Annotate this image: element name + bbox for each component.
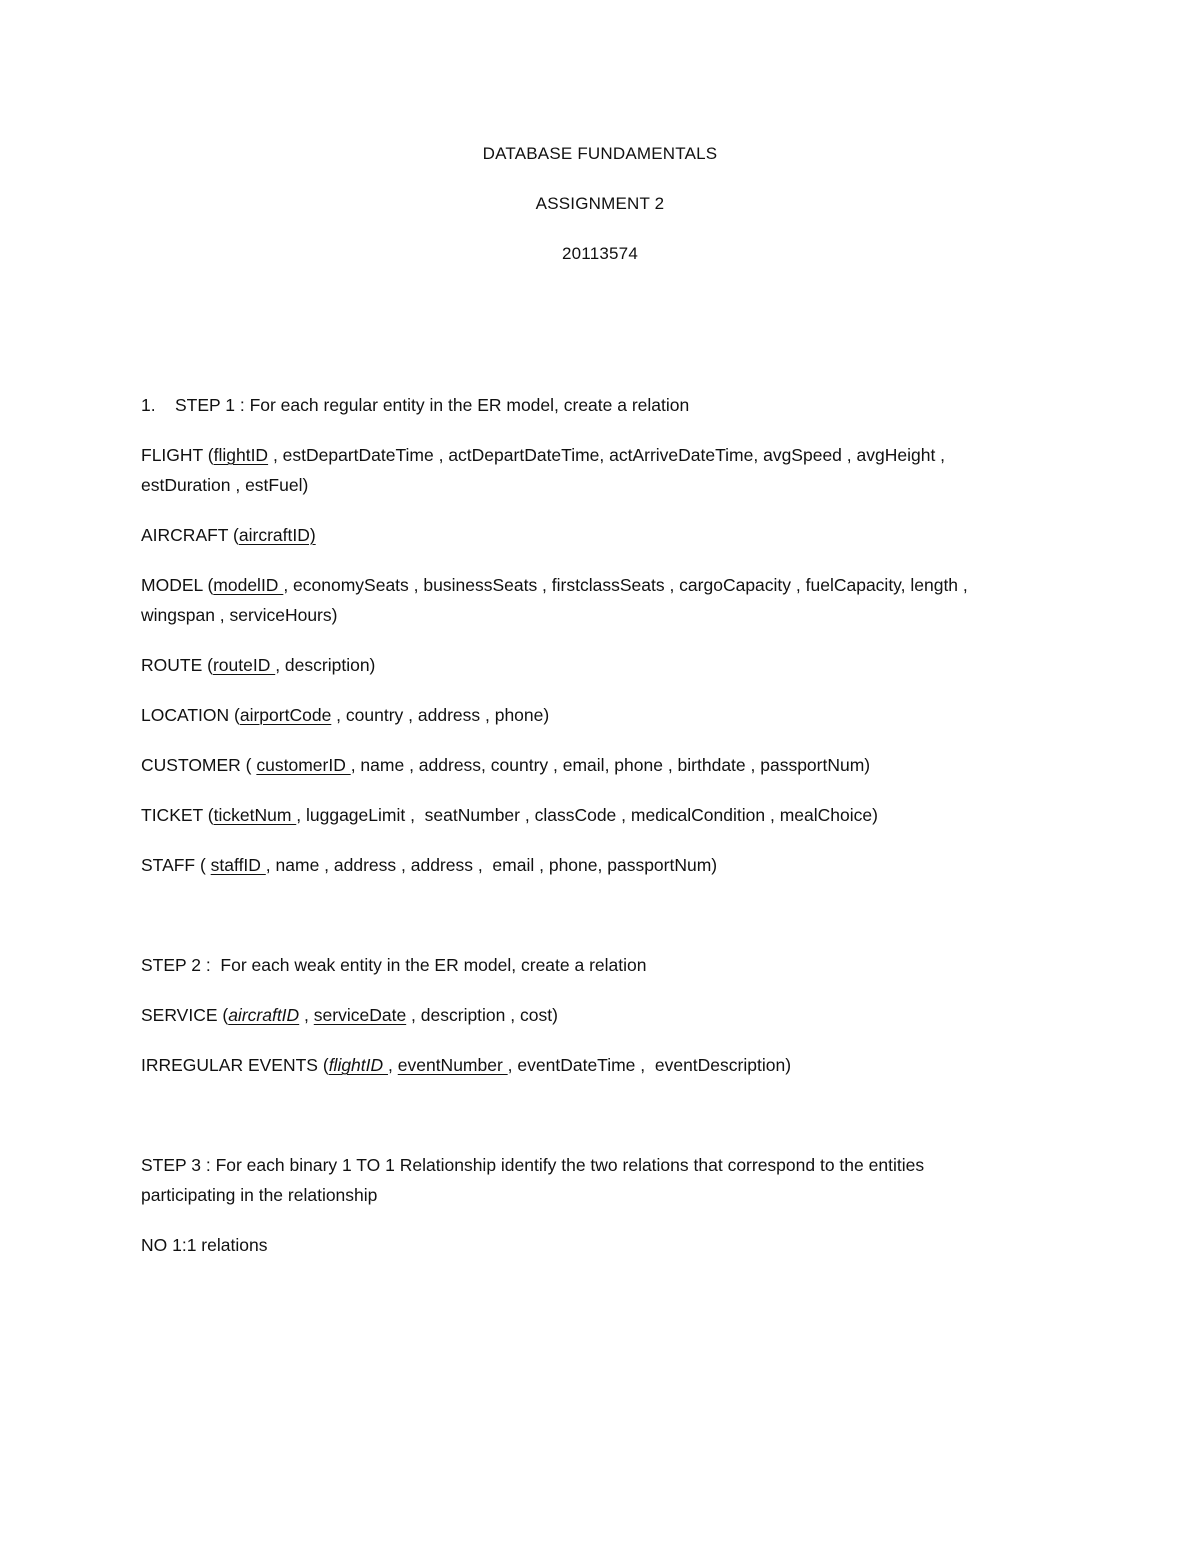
attributes: , economySeats , businessSeats , firstclassSeats , cargoCapacity , fuelCapacity, length ,: [283, 575, 968, 595]
attributes: , name , address, country , email, phone , birthdate , passportNum): [350, 755, 871, 775]
attributes-continued: estDuration , estFuel): [141, 475, 309, 495]
relation-name: CUSTOMER (: [141, 755, 257, 775]
primary-key: modelID: [213, 575, 284, 595]
relation-name: MODEL (: [141, 575, 214, 595]
relation-customer: [141, 750, 1071, 780]
step1-heading-text: STEP 1 : For each regular entity in the ER model, create a relation: [175, 395, 690, 415]
relation-model: [141, 570, 1071, 630]
attributes: , estDepartDateTime , actDepartDateTime, actArriveDateTime, avgSpeed , avgHeight ,: [268, 445, 946, 465]
course-title: DATABASE FUNDAMENTALS: [482, 144, 718, 163]
partial-key: serviceDate: [313, 1005, 407, 1025]
relation-name: ROUTE (: [141, 655, 213, 675]
step3-heading: [141, 1150, 1071, 1210]
attributes: , country , address , phone): [331, 705, 550, 725]
relation-name: STAFF (: [141, 855, 211, 875]
step1-heading: [141, 390, 1071, 420]
step1-number: 1.: [141, 395, 156, 415]
assignment-title: ASSIGNMENT 2: [535, 194, 665, 213]
relation-ticket: [141, 800, 1071, 830]
primary-key: ticketNum: [213, 805, 297, 825]
primary-key: flightID: [213, 445, 269, 465]
relation-name: SERVICE (: [141, 1005, 229, 1025]
separator: ,: [299, 1005, 314, 1025]
step3-note: NO 1:1 relations: [141, 1235, 268, 1255]
step2-heading: STEP 2 : For each weak entity in the ER model, create a relation: [141, 955, 647, 975]
step3-heading-line1: STEP 3 : For each binary 1 TO 1 Relationship identify the two relations that correspond to the entities: [141, 1155, 925, 1175]
student-id: 20113574: [562, 244, 638, 263]
relation-staff: [141, 850, 1071, 880]
attributes: , name , address , address , email , phone, passportNum): [265, 855, 718, 875]
primary-key: routeID: [212, 655, 276, 675]
attributes: , description , cost): [406, 1005, 558, 1025]
separator: ,: [388, 1055, 398, 1075]
foreign-key: flightID: [328, 1055, 389, 1075]
relation-irregular-events: [141, 1050, 1071, 1080]
relation-aircraft: [141, 520, 1071, 550]
attributes: , description): [275, 655, 376, 675]
relation-name: IRREGULAR EVENTS (: [141, 1055, 329, 1075]
attributes: , eventDateTime , eventDescription): [507, 1055, 792, 1075]
relation-name: LOCATION (: [141, 705, 240, 725]
partial-key: eventNumber: [397, 1055, 508, 1075]
relation-name: FLIGHT (: [141, 445, 214, 465]
relation-route: [141, 650, 1071, 680]
primary-key: staffID: [210, 855, 266, 875]
primary-key: aircraftID): [238, 525, 316, 545]
attributes-continued: wingspan , serviceHours): [141, 605, 338, 625]
relation-name: AIRCRAFT (: [141, 525, 239, 545]
primary-key: customerID: [256, 755, 351, 775]
relation-location: [141, 700, 1071, 730]
relation-service: [141, 1000, 1071, 1030]
foreign-key: aircraftID: [228, 1005, 300, 1025]
attributes: , luggageLimit , seatNumber , classCode , medicalCondition , mealChoice): [296, 805, 878, 825]
relation-name: TICKET (: [141, 805, 214, 825]
step3-heading-line2: participating in the relationship: [141, 1185, 378, 1205]
primary-key: airportCode: [239, 705, 332, 725]
relation-flight: [141, 440, 1071, 500]
